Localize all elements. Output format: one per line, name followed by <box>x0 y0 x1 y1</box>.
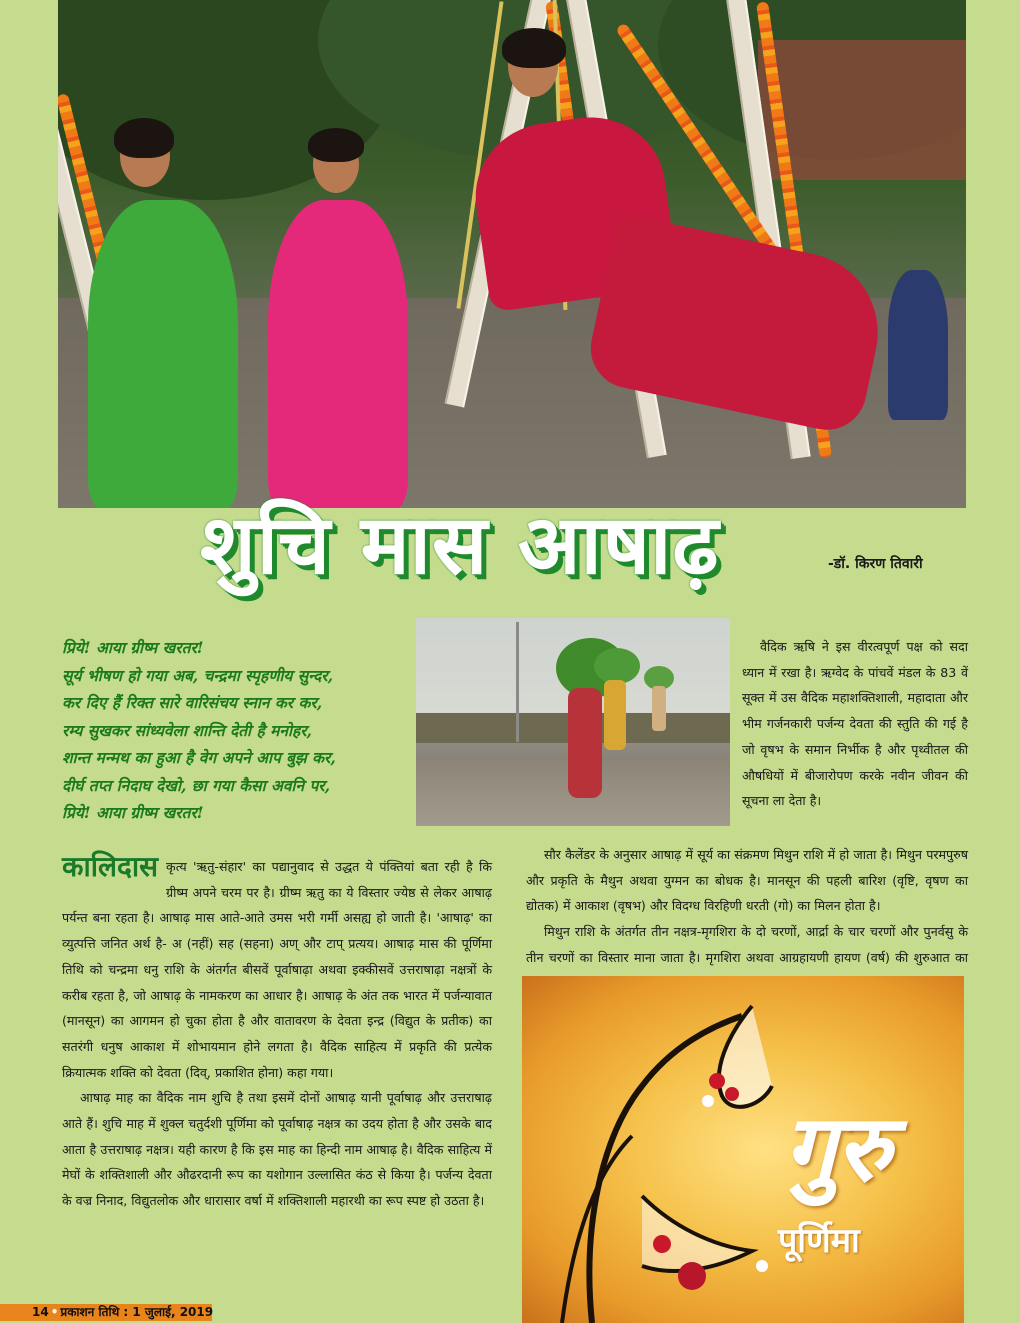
right-paragraph-2: सौर कैलेंडर के अनुसार आषाढ़ में सूर्य का संक्रमण मिथुन राशि में हो जाता है। मिथुन परमपुरुष और प्रकृति के मैथुन अथवा युग्मन का बोधक है। मानसून की पहली बारिश (वृष्टि, वृषण का द्योतक) में आकाश (वृषभ) और विदग्ध विरहिणी धरती (गो) का मिलन होता है। <box>526 847 968 914</box>
poem-block <box>62 634 422 827</box>
poem-line: दीर्घ तप्त निदाघ देखो, छा गया कैसा अवनि पर, <box>62 775 330 795</box>
page-number: 14 <box>32 1305 49 1319</box>
poem-line: प्रिये! आया ग्रीष्म खरतर! <box>62 803 204 822</box>
left-paragraph-2: आषाढ़ माह का वैदिक नाम शुचि है तथा इसमें दोनों आषाढ़ यानी पूर्वाषाढ़ और उत्तराषाढ़ आते हैं। शुचि माह में शुक्ल चतुर्दशी पूर्णिमा को पूर्वाषाढ़ नक्षत्र का उदय होता है और उसके बाद आता है उत्तराषाढ़ नक्षत्र। यही कारण है कि इस माह का हिन्दी नाम आषाढ़ है। वैदिक साहित्य में मेघों के शक्तिशाली और औढरदानी रूप का यशोगान उल्लासित कंठ से किया है। पर्जन्य देवता के वज्र निनाद, विद्युतलोक और धारासार वर्षा में शक्तिशाली महारथी का रूप स्पष्ट हो उठता है। <box>62 1090 492 1209</box>
purnima-word: पूर्णिमा <box>778 1221 860 1261</box>
left-paragraph-1-text: कृत्य 'ऋतु-संहार' का पद्यानुवाद से उद्धत ये पंक्तियां बता रही है कि ग्रीष्म अपने चरम पर है। ग्रीष्म ऋतु का ये विस्तार ज्येष्ठ से लेकर आषाढ़ पर्यन्त बना रहता है। आषाढ़ मास आते-आते उमस भरी गर्मी असह्य हो जाती है। 'आषाढ़' का व्युत्पत्ति जनित अर्थ है- अ (नहीं) सह (सहना) अण् और टाप् प्रत्यय। आषाढ़ मास की पूर्णिमा तिथि को चन्द्रमा धनु राशि के अंतर्गत बीसवें पूर्वाषाढ़ा अथवा इक्कीसवें उत्तराषाढ़ा नक्षत्रों के करीब रहता है, जो आषाढ़ के नामकरण का आधार है। आषाढ़ के अंत तक भारत में पर्जन्यावात (मानसून) का आगमन हो चुका होता है और वातावरण के देवता इन्द्र (विद्युत के प्रतीक) का सतरंगी धनुष आकाश में शोभायमान होने लगता है। वैदिक साहित्य में प्रकृति की प्रत्येक क्रियात्मक शक्ति को देवता (दिव्, प्रकाशित होना) कहा गया। <box>62 859 492 1080</box>
hero-photo <box>58 0 966 508</box>
guru-word: गुरु <box>784 1094 891 1202</box>
poem-line: कर दिए हैं रिक्त सारे वारिसंचय स्नान कर कर, <box>62 693 323 712</box>
poem-line: सूर्य भीषण हो गया अब, चन्द्रमा स्पृहणीय सुन्दर, <box>62 665 334 685</box>
right-paragraph-1: वैदिक ऋषि ने इस वीरत्वपूर्ण पक्ष को सदा ध्यान में रखा है। ऋग्वेद के पांचवें मंडल के 83 वें सूक्त में उस वैदिक महाशक्तिशाली, महादाता और भीम गर्जनकारी पर्जन्य देवता की स्तुति की गई है जो वृषभ के समान निर्भीक है और पृथ्वीतल की औषधियों में बीजारोपण करके नवीन जीवन की सूचना ला देता है। <box>742 639 968 809</box>
left-paragraph-1 <box>62 850 492 1085</box>
poem-line: रम्य सुखकर सांध्यवेला शान्ति देती है मनोहर, <box>62 720 312 740</box>
poem-line: शान्त मन्मथ का हुआ है वेग अपने आप बुझ कर, <box>62 748 336 767</box>
poem-line: प्रिये! आया ग्रीष्म खरतर! <box>62 638 204 657</box>
author-byline: -डॉ. किरण तिवारी <box>828 556 923 572</box>
left-text-block <box>62 850 492 1214</box>
guru-illustration <box>522 976 964 1323</box>
page-footer: 14 • प्रकाशन तिथि : 1 जुलाई, 2019 <box>32 1305 214 1319</box>
guru-purnima-image <box>522 976 964 1323</box>
drop-word: कालिदास <box>62 850 159 883</box>
rain-photo <box>416 618 730 826</box>
right-paragraph-3: मिथुन राशि के अंतर्गत तीन नक्षत्र-मृगशिरा के दो चरणों, आर्द्रा के चार चरणों और पुनर्वसु के तीन चरणों का विस्तार माना जाता है। मृगशिरा अथवा आग्रहायणी हायण (वर्ष) की शुरुआत का <box>526 924 968 965</box>
right-text-block <box>526 842 968 996</box>
publication-date: प्रकाशन तिथि : 1 जुलाई, 2019 <box>60 1305 214 1319</box>
article-title: शुचि मास आषाढ़ <box>200 498 720 593</box>
